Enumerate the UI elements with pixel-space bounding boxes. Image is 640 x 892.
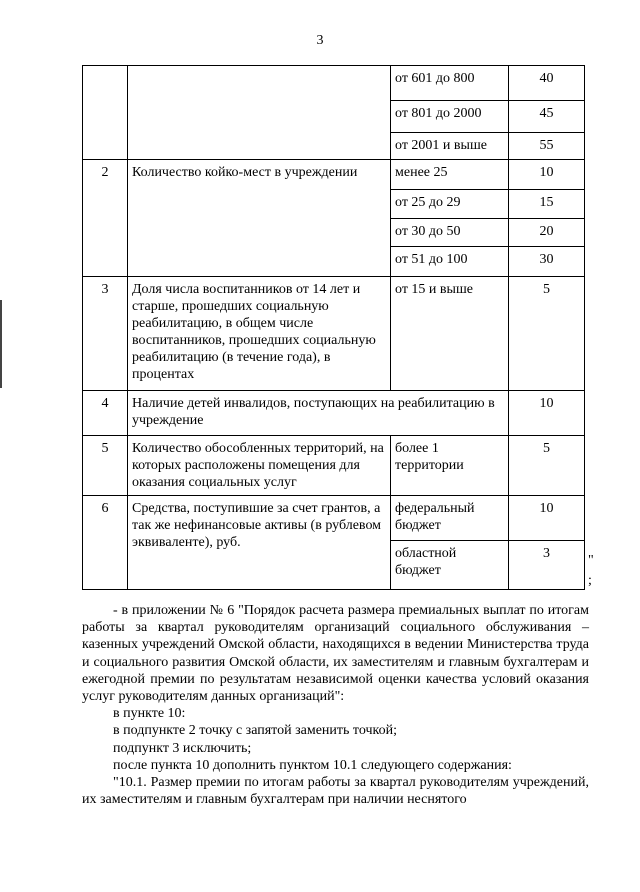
score-cell: 55 — [509, 133, 585, 160]
criterion-cell: Наличие детей инвалидов, поступающих на реабилитацию в учреждение — [128, 391, 509, 436]
table-row — [83, 66, 585, 101]
paragraph: после пункта 10 дополнить пунктом 10.1 следующего содержания: — [113, 757, 512, 773]
row-number-cell: 3 — [83, 277, 128, 391]
paragraph: подпункт 3 исключить; — [113, 740, 252, 756]
range-cell: от 2001 и выше — [391, 133, 509, 160]
criterion-cell: Средства, поступившие за счет грантов, а так же нефинансовые активы (в рублевом эквиваленте), руб. — [128, 496, 391, 590]
row-number-cell: 4 — [83, 391, 128, 436]
score-cell: 10 — [509, 160, 585, 190]
score-cell: 20 — [509, 219, 585, 247]
scan-edge-mark — [0, 300, 2, 388]
amendment-text — [82, 602, 589, 808]
page-number: 3 — [316, 33, 324, 48]
table-row — [83, 391, 585, 436]
criterion-cell: Доля числа воспитанников от 14 лет и старше, прошедших социальную реабилитацию, в общем числе воспитанников, прошедших социальную реабилитацию (в течение года), в процентах — [128, 277, 391, 391]
paragraph: в подпункте 2 точку с запятой заменить точкой; — [113, 723, 397, 739]
score-cell: 30 — [509, 247, 585, 277]
row-number-cell — [83, 66, 128, 160]
range-cell: от 51 до 100 — [391, 247, 509, 277]
range-cell: от 601 до 800 — [391, 66, 509, 101]
range-cell: областной бюджет — [391, 541, 509, 590]
table-row — [83, 160, 585, 190]
range-cell: менее 25 — [391, 160, 509, 190]
paragraph: в пункте 10: — [113, 706, 186, 722]
score-cell: 40 — [509, 66, 585, 101]
score-cell: 5 — [509, 277, 585, 391]
range-cell: от 30 до 50 — [391, 219, 509, 247]
range-cell: более 1 территории — [391, 436, 509, 496]
range-cell: федеральный бюджет — [391, 496, 509, 541]
criterion-cell: Количество койко-мест в учреждении — [128, 160, 391, 277]
row-number-cell: 5 — [83, 436, 128, 496]
score-cell: 10 — [509, 496, 585, 541]
paragraph: - в приложении № 6 "Порядок расчета размера премиальных выплат по итогам работы за квартал руководителям организаций социального обслуживания – казенных учреждений Омской области, находящихся в ведении Министерства труда и социального развития Омской области, их заместителям и главным бухгалтерам и ежегодной премии по результатам независимой оценки качества условий оказания услуг руководителям данных организаций": — [82, 603, 589, 705]
table-row — [83, 496, 585, 541]
criteria-table — [82, 65, 585, 590]
paragraph: "10.1. Размер премии по итогам работы за квартал руководителям учреждений, их заместителям и главным бухгалтерам при наличии неснятого — [82, 775, 589, 808]
row-number-cell: 6 — [83, 496, 128, 590]
table-row — [83, 436, 585, 496]
criterion-cell — [128, 66, 391, 160]
score-cell: 15 — [509, 190, 585, 219]
closing-quote: " — [588, 553, 594, 568]
closing-semicolon: ; — [588, 573, 592, 588]
criterion-cell: Количество обособленных территорий, на которых расположены помещения для оказания социальных услуг — [128, 436, 391, 496]
score-cell: 45 — [509, 101, 585, 133]
score-cell: 5 — [509, 436, 585, 496]
score-cell: 3 — [509, 541, 585, 590]
score-cell: 10 — [509, 391, 585, 436]
table-row — [83, 277, 585, 391]
range-cell: от 15 и выше — [391, 277, 509, 391]
row-number-cell: 2 — [83, 160, 128, 277]
range-cell: от 801 до 2000 — [391, 101, 509, 133]
range-cell: от 25 до 29 — [391, 190, 509, 219]
